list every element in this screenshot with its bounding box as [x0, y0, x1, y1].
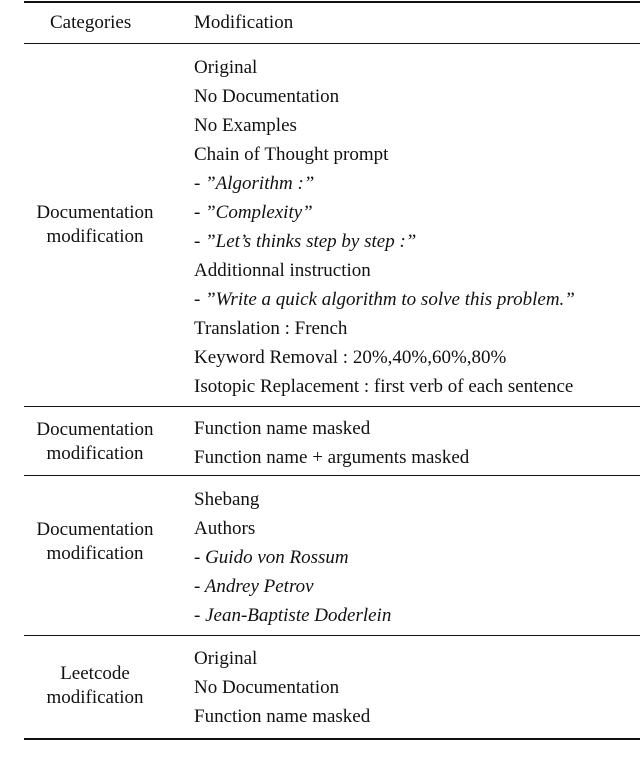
- modification-list: [194, 53, 575, 401]
- category-line: Documentation: [36, 519, 154, 540]
- category-line: modification: [46, 226, 144, 247]
- modification-item: Keyword Removal : 20%,40%,60%,80%: [194, 347, 507, 368]
- category-label: [24, 518, 166, 566]
- bottom-rule: [24, 738, 640, 740]
- category-line: Documentation: [36, 202, 154, 223]
- modification-list: [194, 414, 469, 472]
- modification-item: - ”Complexity”: [194, 202, 313, 223]
- modification-item: Original: [194, 57, 258, 78]
- modification-item: Isotopic Replacement : first verb of each sentence: [194, 376, 574, 397]
- modification-item: Function name masked: [194, 418, 371, 439]
- modification-list: [194, 644, 370, 731]
- category-line: Leetcode: [60, 663, 130, 684]
- category-label: [24, 662, 166, 710]
- modification-item: Function name + arguments masked: [194, 447, 470, 468]
- modification-item: - ”Let’s thinks step by step :”: [194, 231, 417, 252]
- category-label: [24, 201, 166, 249]
- section-rule: [24, 475, 640, 476]
- modification-item: No Documentation: [194, 86, 340, 107]
- modification-item: Chain of Thought prompt: [194, 144, 389, 165]
- category-line: modification: [46, 687, 144, 708]
- section-rule: [24, 406, 640, 407]
- modification-item: No Examples: [194, 115, 297, 136]
- modification-item: Authors: [194, 518, 256, 539]
- modification-item: Additionnal instruction: [194, 260, 371, 281]
- category-line: modification: [46, 543, 144, 564]
- modification-item: Translation : French: [194, 318, 348, 339]
- modification-item: - Andrey Petrov: [194, 576, 314, 597]
- top-rule: [24, 1, 640, 3]
- header-rule: [24, 43, 640, 44]
- modification-item: Original: [194, 648, 258, 669]
- modification-item: - ”Write a quick algorithm to solve this problem.”: [194, 289, 575, 310]
- modification-item: - Jean-Baptiste Doderlein: [194, 605, 392, 626]
- modification-item: No Documentation: [194, 677, 340, 698]
- category-line: Documentation: [36, 419, 154, 440]
- modification-item: - ”Algorithm :”: [194, 173, 315, 194]
- modification-list: [194, 485, 391, 630]
- modification-item: - Guido von Rossum: [194, 547, 349, 568]
- category-label: [24, 418, 166, 466]
- header-modification: Modification: [194, 12, 294, 33]
- section-rule: [24, 635, 640, 636]
- header-categories: Categories: [50, 12, 132, 33]
- category-line: modification: [46, 443, 144, 464]
- modification-item: Shebang: [194, 489, 260, 510]
- modification-item: Function name masked: [194, 706, 371, 727]
